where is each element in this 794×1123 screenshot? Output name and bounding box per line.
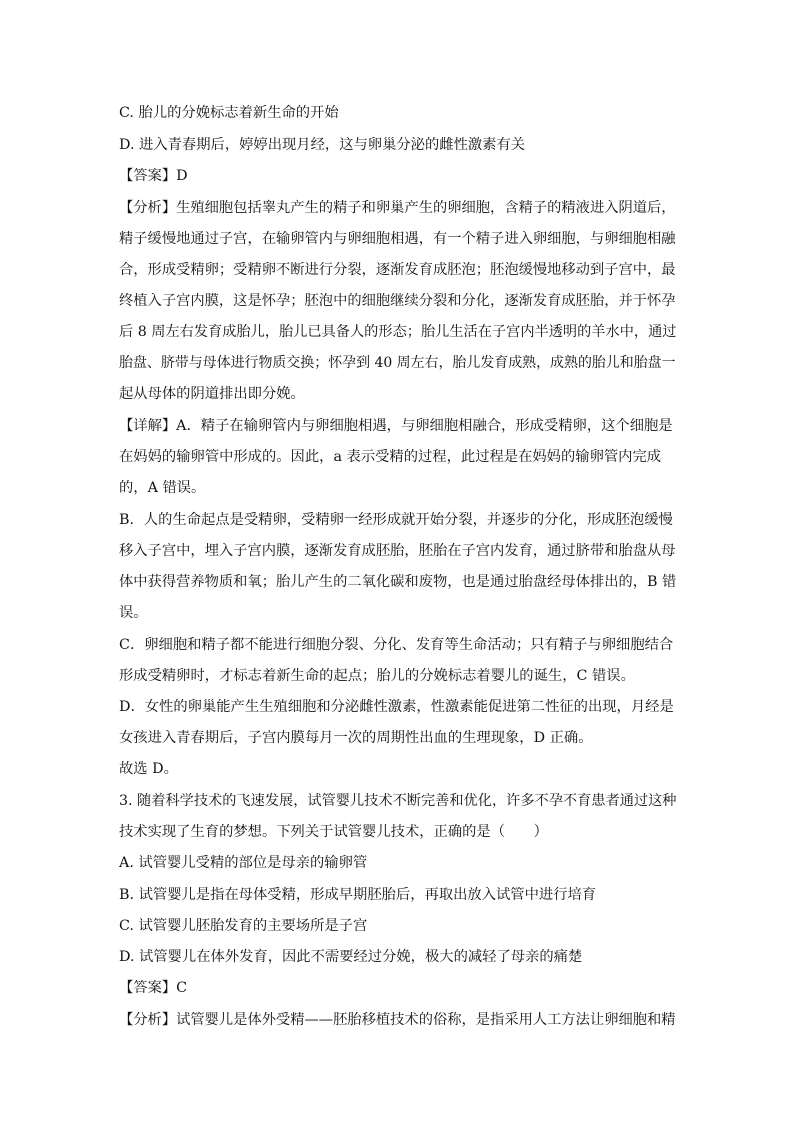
text-line-13: 的，A 错误。 <box>119 480 206 496</box>
text-line-30: 【分析】试管婴儿是体外受精——胚胎移植技术的俗称，是指采用人工方法让卵细胞和精 <box>119 1012 676 1028</box>
text-line-16: 体中获得营养物质和氧；胎儿产生的二氧化碳和废物，也是通过胎盘经母体排出的，B 错 <box>119 574 677 590</box>
text-line-11: 【详解】A．精子在输卵管内与卵细胞相遇，与卵细胞相融合，形成受精卵，这个细胞是 <box>119 418 673 434</box>
text-line-10: 起从母体的阴道排出即分娩。 <box>119 386 305 402</box>
option-d: D. 试管婴儿在体外发育，因此不需要经过分娩，极大的减轻了母亲的痛楚 <box>119 949 583 965</box>
option-c: C. 试管婴儿胚胎发育的主要场所是子宫 <box>119 918 368 934</box>
text-line-5: 精子缓慢地通过子宫，在输卵管内与卵细胞相遇，有一个精子进入卵细胞，与卵细胞相融 <box>119 231 676 247</box>
text-line-12: 在妈妈的输卵管中形成的。因此，a 表示受精的过程，此过程是在妈妈的输卵管内完成 <box>119 449 662 465</box>
text-line-14: B．人的生命起点是受精卵，受精卵一经形成就开始分裂，并逐步的分化，形成胚泡缓慢 <box>119 512 673 528</box>
question-3-stem-1: 3. 随着科学技术的飞速发展，试管婴儿技术不断完善和优化，许多不孕不育患者通过这种 <box>119 793 677 809</box>
text-line-18: C．卵细胞和精子都不能进行细胞分裂、分化、发育等生命活动；只有精子与卵细胞结合 <box>119 637 674 653</box>
option-a: A. 试管婴儿受精的部位是母亲的输卵管 <box>119 855 368 871</box>
answer-label-2: 【答案】C <box>119 980 188 996</box>
text-line-22: 故选 D。 <box>119 761 178 777</box>
option-b: B. 试管婴儿是指在母体受精，形成早期胚胎后，再取出放入试管中进行培育 <box>119 887 597 903</box>
text-line-7: 终植入子宫内膜，这是怀孕；胚泡中的细胞继续分裂和分化，逐渐发育成胚胎，并于怀孕 <box>119 293 676 309</box>
text-line-21: 女孩进入青春期后，子宫内膜每月一次的周期性出血的生理现象，D 正确。 <box>119 730 593 746</box>
text-line-4: 【分析】生殖细胞包括睾丸产生的精子和卵巢产生的卵细胞，含精子的精液进入阴道后， <box>119 200 676 216</box>
text-line-6: 合，形成受精卵；受精卵不断进行分裂，逐渐发育成胚泡；胚泡缓慢地移动到子宫中，最 <box>119 262 676 278</box>
text-line-19: 形成受精卵时，才标志着新生命的起点；胎儿的分娩标志着婴儿的诞生，C 错误。 <box>119 668 635 684</box>
question-3-stem-2: 技术实现了生育的梦想。下列关于试管婴儿技术，正确的是（ ） <box>119 824 548 840</box>
answer-label: 【答案】D <box>119 168 188 184</box>
text-line-9: 胎盘、脐带与母体进行物质交换；怀孕到 40 周左右，胎儿发育成熟，成熟的胎儿和胎盘一 <box>119 355 676 371</box>
text-line-8: 后 8 周左右发育成胎儿，胎儿已具备人的形态；胎儿生活在子宫内半透明的羊水中，通过 <box>119 324 677 340</box>
text-line-20: D．女性的卵巢能产生生殖细胞和分泌雌性激素，性激素能促进第二性征的出现，月经是 <box>119 699 674 715</box>
text-line-1: C. 胎儿的分娩标志着新生命的开始 <box>119 105 339 121</box>
text-line-2: D. 进入青春期后，婷婷出现月经，这与卵巢分泌的雌性激素有关 <box>119 137 526 153</box>
text-line-17: 误。 <box>119 605 148 621</box>
text-line-15: 移入子宫中，埋入子宫内膜，逐渐发育成胚胎，胚胎在子宫内发育，通过脐带和胎盘从母 <box>119 543 676 559</box>
